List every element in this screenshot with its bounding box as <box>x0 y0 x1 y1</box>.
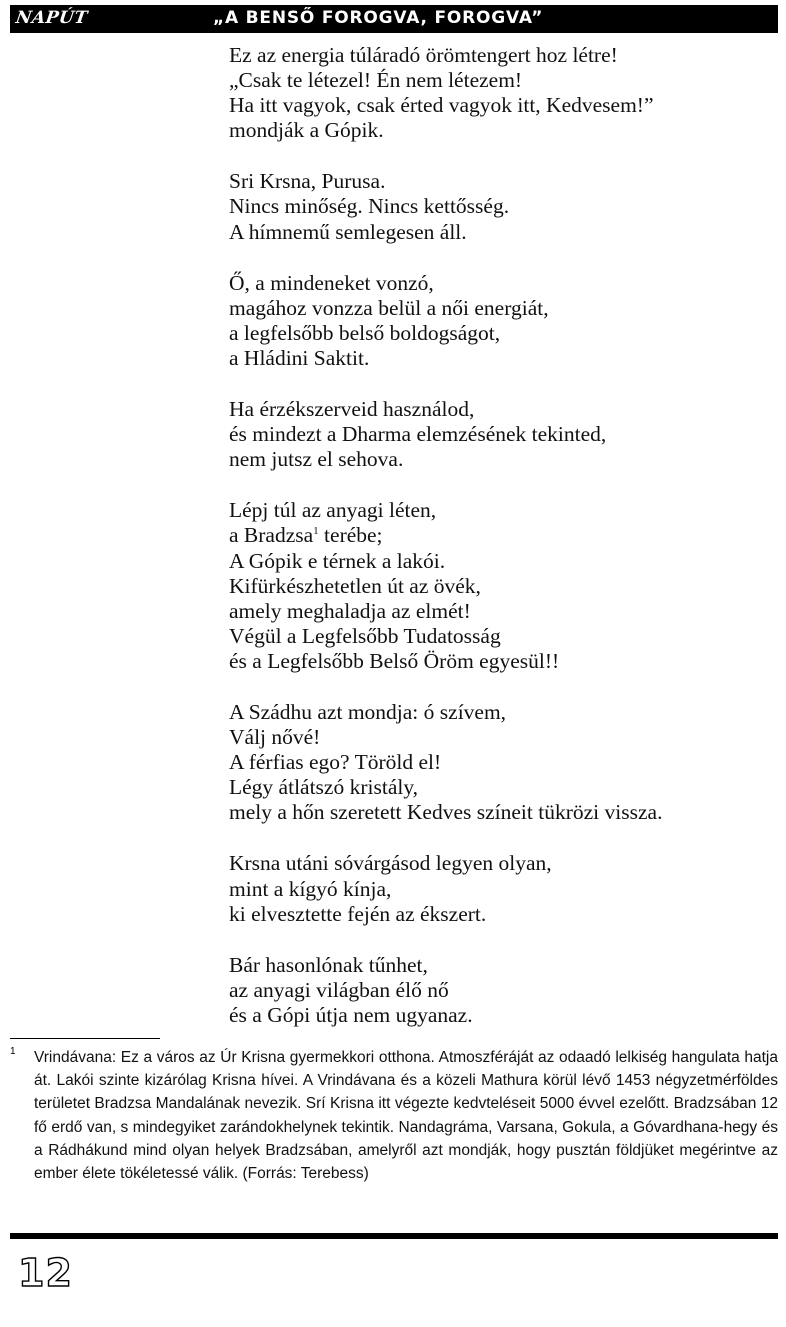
stanza <box>229 271 769 371</box>
footnote-separator <box>10 1038 160 1039</box>
poem-line: Válj nővé! <box>229 725 321 750</box>
stanza <box>229 169 769 244</box>
stanza <box>229 953 769 1028</box>
poem-line-with-footnote <box>229 523 769 548</box>
running-header <box>10 5 778 33</box>
poem <box>229 43 769 1054</box>
poem-line: magához vonzza belül a női energiát, <box>229 295 549 320</box>
poem-line: nem jutsz el sehova. <box>229 447 404 472</box>
poem-line: mely a hőn szeretett Kedves színeit tükrözi vissza. <box>229 800 663 825</box>
stanza <box>229 397 769 472</box>
poem-line: mint a kígyó kínja, <box>229 876 392 901</box>
poem-line: A Szádhu azt mondja: ó szívem, <box>229 699 507 724</box>
poem-line: Ő, a mindeneket vonzó, <box>229 270 434 295</box>
poem-line: amely meghaladja az elmét! <box>229 598 471 623</box>
poem-line: Krsna utáni sóvárgásod legyen olyan, <box>229 851 552 876</box>
poem-line: Ez az energia túláradó örömtengert hoz létre! <box>229 43 618 67</box>
poem-line: Nincs minőség. Nincs kettősség. <box>229 194 510 219</box>
footnote-text: Vrindávana: Ez a város az Úr Krisna gyermekkori otthona. Atmoszféráját az odaadó lelkiség hangulata hatja át. Lakói szinte kizárólag Krisna hívei. A Vrindávana és a közeli Mathura körül lévő 1453 négyzetmérföldes területet Bradzsa Mandalának nevezik. Srí Krisna itt végezte kedvteléseit 5000 évvel ezelőtt. Bradzsában 12 fő erdő van, s mindegyiket zarándokhelynek tekintik. Nandagráma, Varsana, Gokula, a Góvardhana-hegy és a Rádhákund mind olyan helyek Bradzsában, amelyről azt mondják, hogy pusztán földjüket megérintve az ember élete tökéletessé válik. (Forrás: Terebess) <box>34 1049 778 1183</box>
stanza <box>229 700 769 825</box>
poem-line: az anyagi világban élő nő <box>229 977 449 1002</box>
stanza <box>229 43 769 143</box>
poem-line: és a Gópi útja nem ugyanaz. <box>229 1002 473 1027</box>
running-title: „A BENSŐ FOROGVA, FOROGVA” <box>213 8 544 28</box>
stanza <box>229 498 769 674</box>
poem-line: A Gópik e térnek a lakói. <box>229 548 446 573</box>
poem-line: Ha érzékszerveid használod, <box>229 397 475 422</box>
poem-line: a legfelsőbb belső boldogságot, <box>229 320 501 345</box>
poem-line: a Hládini Saktit. <box>229 345 370 370</box>
poem-line: mondják a Gópik. <box>229 118 384 143</box>
poem-line: Végül a Legfelsőbb Tudatosság <box>229 623 501 648</box>
poem-line: Sri Krsna, Purusa. <box>229 169 386 194</box>
poem-line: Kifürkészhetetlen út az övék, <box>229 573 481 598</box>
poem-line: A hímnemű semlegesen áll. <box>229 219 467 244</box>
footnote-reference[interactable]: 1 <box>313 525 319 538</box>
poem-line: ki elvesztette fején az ékszert. <box>229 901 487 926</box>
poem-line: Bár hasonlónak tűnhet, <box>229 952 428 977</box>
poem-line-start: a Bradzsa <box>229 523 314 548</box>
footer-rule <box>10 1233 778 1239</box>
poem-line: és mindezt a Dharma elemzésének tekinted, <box>229 422 607 447</box>
poem-line-end: terébe; <box>318 523 383 548</box>
journal-logo: NAPÚT <box>14 8 89 28</box>
stanza <box>229 851 769 926</box>
footnote-number: 1 <box>10 1046 16 1057</box>
poem-line: Ha itt vagyok, csak érted vagyok itt, Kedvesem!” <box>229 93 654 118</box>
poem-line: „Csak te létezel! Én nem létezem! <box>229 68 523 93</box>
poem-line: és a Legfelsőbb Belső Öröm egyesül!! <box>229 648 560 673</box>
page-number: 12 <box>18 1251 73 1295</box>
poem-line: Lépj túl az anyagi léten, <box>229 498 437 523</box>
poem-line: A férfias ego? Töröld el! <box>229 750 442 775</box>
poem-line: Légy átlátszó kristály, <box>229 775 419 800</box>
footnote <box>10 1046 778 1185</box>
